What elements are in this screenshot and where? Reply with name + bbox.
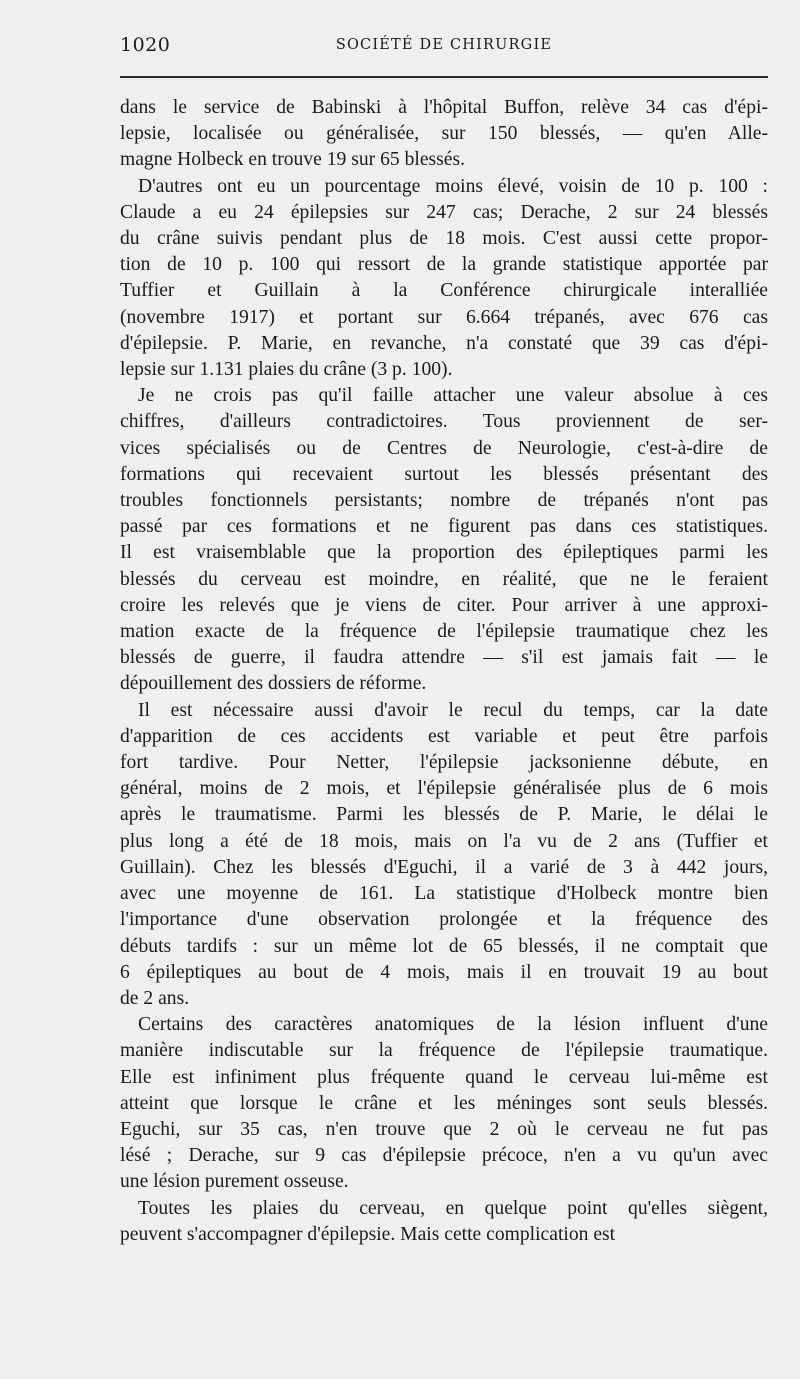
text-line: Claude a eu 24 épilepsies sur 247 cas; Derache, 2 sur 24 blessés [120,201,768,223]
text-line: dépouillement des dossiers de réforme. [120,673,427,695]
paragraph-p3 [120,383,768,697]
paragraph-p1 [120,95,768,174]
text-line: chiffres, d'ailleurs contradictoires. Tous proviennent de ser- [120,411,768,433]
text-line: croire les relevés que je viens de citer. Pour arriver à une approxi- [120,594,768,616]
text-line: débuts tardifs : sur un même lot de 65 blessés, il ne comptait que [120,935,768,957]
text-line: blessés du cerveau est moindre, en réalité, que ne le feraient [120,568,768,590]
text-line: après le traumatisme. Parmi les blessés de P. Marie, le délai le [120,804,768,826]
text-line: de 2 ans. [120,987,190,1009]
text-line: D'autres ont eu un pourcentage moins élevé, voisin de 10 p. 100 : [138,175,768,197]
text-line: blessés de guerre, il faudra attendre — s'il est jamais fait — le [120,647,768,669]
header-rule [120,76,768,78]
text-line: Guillain). Chez les blessés d'Eguchi, il a varié de 3 à 442 jours, [120,856,768,878]
text-line: Eguchi, sur 35 cas, n'en trouve que 2 où le cerveau ne fut pas [120,1118,768,1140]
paragraph-p5 [120,1012,768,1195]
paragraph-p6 [120,1196,768,1248]
text-line: (novembre 1917) et portant sur 6.664 trépanés, avec 676 cas [120,306,768,328]
body-text [120,95,768,1248]
text-line: Il est nécessaire aussi d'avoir le recul du temps, car la date [138,699,768,721]
page-number: 1020 [120,34,171,56]
text-line: général, moins de 2 mois, et l'épilepsie généralisée plus de 6 mois [120,778,768,800]
text-line: magne Holbeck en trouve 19 sur 65 blessés. [120,149,465,171]
text-line: vices spécialisés ou de Centres de Neurologie, c'est-à-dire de [120,437,768,459]
text-line: Tuffier et Guillain à la Conférence chirurgicale interalliée [120,280,768,302]
text-line: lepsie, localisée ou généralisée, sur 150 blessés, — qu'en Alle- [120,123,768,145]
paragraph-p2 [120,174,768,384]
text-line: l'importance d'une observation prolongée et la fréquence des [120,909,768,931]
text-line: 6 épileptiques au bout de 4 mois, mais il en trouvait 19 au bout [120,961,768,983]
text-line: Certains des caractères anatomiques de la lésion influent d'une [138,1014,768,1036]
text-line: dans le service de Babinski à l'hôpital Buffon, relève 34 cas d'épi- [120,97,768,118]
text-line: lésé ; Derache, sur 9 cas d'épilepsie précoce, n'en a vu qu'un avec [120,1145,768,1167]
text-line: manière indiscutable sur la fréquence de l'épilepsie traumatique. [120,1040,768,1062]
text-line: Elle est infiniment plus fréquente quand le cerveau lui-même est [120,1066,768,1088]
text-line: peuvent s'accompagner d'épilepsie. Mais cette complication est [120,1223,616,1245]
text-line: d'épilepsie. P. Marie, en revanche, n'a constaté que 39 cas d'épi- [120,332,768,354]
text-line: Il est vraisemblable que la proportion des épileptiques parmi les [120,542,768,564]
text-line: plus long a été de 18 mois, mais on l'a vu de 2 ans (Tuffier et [120,830,768,852]
text-line: troubles fonctionnels persistants; nombre de trépanés n'ont pas [120,490,768,512]
text-line: avec une moyenne de 161. La statistique d'Holbeck montre bien [120,883,768,905]
running-title: SOCIÉTÉ DE CHIRURGIE [335,37,553,53]
text-line: passé par ces formations et ne figurent pas dans ces statistiques. [120,516,768,538]
text-line: formations qui recevaient surtout les blessés présentant des [120,463,768,485]
text-line: d'apparition de ces accidents est variable et peut être parfois [120,725,768,747]
paragraph-p4 [120,698,768,1012]
text-line: Je ne crois pas qu'il faille attacher une valeur absolue à ces [138,385,768,407]
text-line: une lésion purement osseuse. [120,1171,349,1193]
text-line: fort tardive. Pour Netter, l'épilepsie jacksonienne débute, en [120,752,768,774]
text-line: mation exacte de la fréquence de l'épilepsie traumatique chez les [120,621,768,643]
text-line: lepsie sur 1.131 plaies du crâne (3 p. 100). [120,359,453,381]
text-line: tion de 10 p. 100 qui ressort de la grande statistique apportée par [120,254,768,276]
text-line: Toutes les plaies du cerveau, en quelque point qu'elles siègent, [138,1197,768,1219]
text-line: atteint que lorsque le crâne et les méninges sont seuls blessés. [120,1092,768,1114]
page-header [120,34,768,64]
text-line: du crâne suivis pendant plus de 18 mois. C'est aussi cette propor- [120,228,768,250]
